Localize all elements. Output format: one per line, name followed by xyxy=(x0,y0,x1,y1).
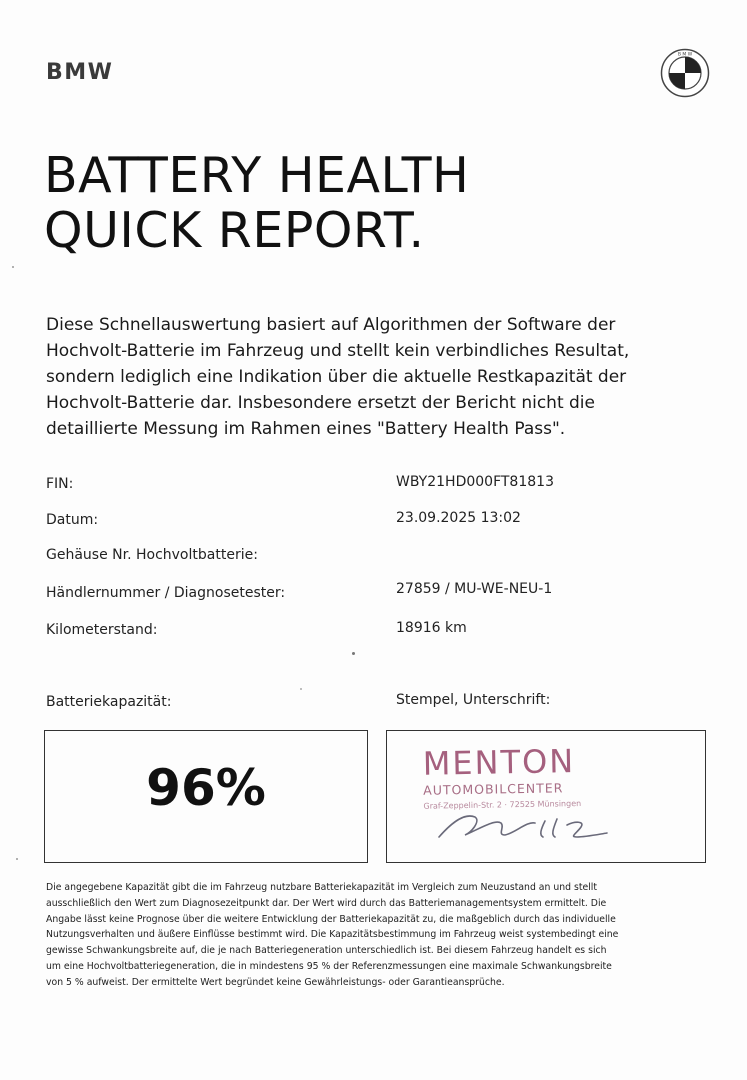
mileage-value: 18916 km xyxy=(396,620,467,636)
signature-mark xyxy=(435,807,615,843)
dealer-number-label: Händlernummer / Diagnosetester: xyxy=(46,585,286,601)
capacity-value: 96% xyxy=(146,759,266,817)
intro-line: sondern lediglich eine Indikation über die aktuelle Restkapazität der xyxy=(46,367,627,387)
date-value: 23.09.2025 13:02 xyxy=(396,510,521,526)
stamp-name: MENTON xyxy=(422,742,576,783)
battery-housing-label: Gehäuse Nr. Hochvoltbatterie: xyxy=(46,547,258,563)
scan-speck xyxy=(300,688,302,690)
disclaimer-line: Die angegebene Kapazität gibt die im Fahrzeug nutzbare Batteriekapazität im Vergleich zum Neuzustand an und stellt xyxy=(46,882,598,893)
disclaimer-line: von 5 % aufweist. Der ermittelte Wert begründet keine Gewährleistungs- oder Garantieansprüche. xyxy=(46,976,505,988)
dealer-stamp xyxy=(422,743,623,810)
intro-line: Hochvolt-Batterie dar. Insbesondere ersetzt der Bericht nicht die xyxy=(46,393,595,413)
svg-text:B M W: B M W xyxy=(677,52,693,58)
intro-paragraph xyxy=(46,312,686,442)
disclaimer-line: Angabe lässt keine Prognose über die weitere Entwicklung der Batteriekapazität zu, die maßgeblich durch das individuelle xyxy=(46,913,616,925)
brand-wordmark: BMW xyxy=(46,60,114,85)
dealer-number-value: 27859 / MU-WE-NEU-1 xyxy=(396,581,553,597)
title-line-1: BATTERY HEALTH xyxy=(44,147,470,204)
disclaimer-line: gewisse Schwankungsbreite auf, die je nach Batteriegeneration unterschiedlich ist. Bei diesem Fahrzeug handelt es sich xyxy=(46,945,607,957)
disclaimer-text xyxy=(46,880,726,991)
mileage-label: Kilometerstand: xyxy=(46,622,158,638)
scan-speck xyxy=(12,266,14,268)
fin-label: FIN: xyxy=(46,476,74,492)
fin-value: WBY21HD000FT81813 xyxy=(396,474,554,490)
stamp-address: Graf-Zeppelin-Str. 2 · 72525 Münsingen xyxy=(423,798,582,811)
report-title xyxy=(44,148,469,258)
scan-speck xyxy=(16,858,18,860)
date-label: Datum: xyxy=(46,512,99,528)
scan-speck xyxy=(352,652,355,655)
stamp-subtitle: AUTOMOBILCENTER xyxy=(423,780,564,798)
disclaimer-line: ausschließlich den Wert zum Diagnosezeitpunkt dar. Der Wert wird durch das Batteriemanagementsystem ermittelt. Die xyxy=(46,897,607,909)
disclaimer-line: um eine Hochvoltbatteriegeneration, die in mindestens 95 % der Referenzmessungen eine maximale Schwankungsbreite xyxy=(46,960,612,972)
capacity-box xyxy=(44,730,368,863)
title-line-2: QUICK REPORT. xyxy=(44,202,425,259)
stamp-box xyxy=(386,730,706,863)
intro-line: Hochvolt-Batterie im Fahrzeug und stellt kein verbindliches Resultat, xyxy=(46,341,630,361)
bmw-roundel-icon xyxy=(660,48,710,98)
stamp-signature-label: Stempel, Unterschrift: xyxy=(396,692,551,708)
intro-line: detaillierte Messung im Rahmen eines "Battery Health Pass". xyxy=(46,419,566,439)
disclaimer-line: Nutzungsverhalten und äußere Einflüsse bestimmt wird. Die Kapazitätsbestimmung im Fahrzeug weist systembedingt eine xyxy=(46,929,619,941)
intro-line: Diese Schnellauswertung basiert auf Algorithmen der Software der xyxy=(46,315,616,335)
capacity-label: Batteriekapazität: xyxy=(46,694,172,710)
